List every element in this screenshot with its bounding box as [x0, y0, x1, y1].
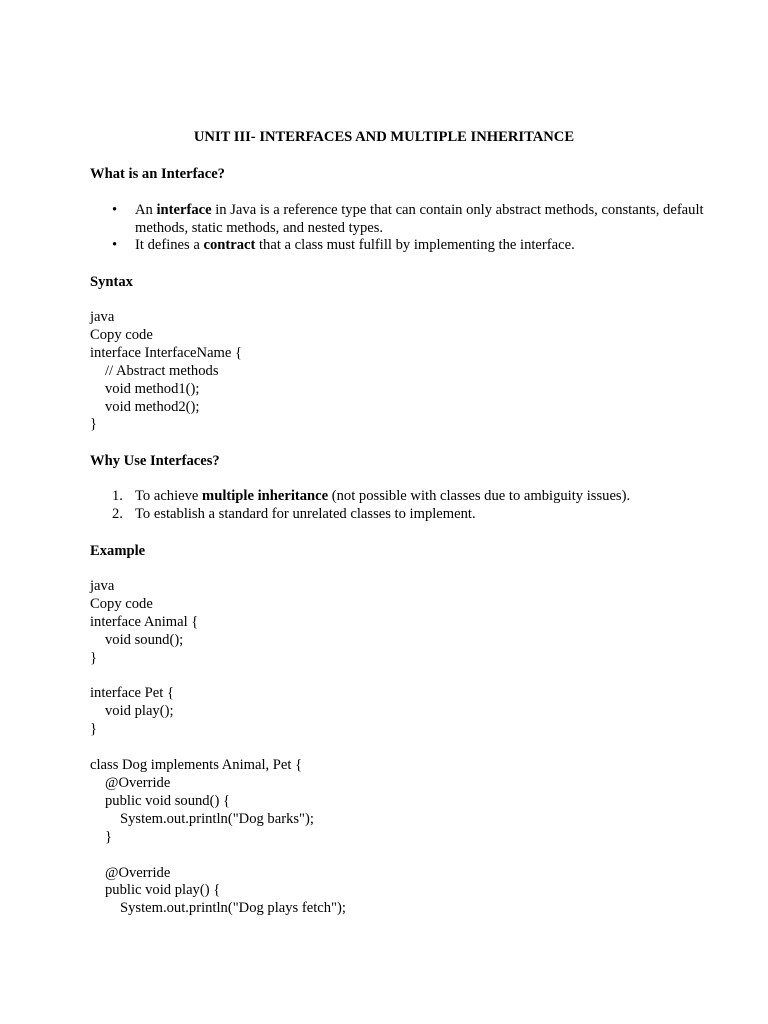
code-line: interface InterfaceName {: [90, 344, 243, 361]
section-heading-example: Example: [90, 543, 146, 559]
list-item: 1. To achieve multiple inheritance (not possible with classes due to ambiguity issues).: [112, 488, 631, 504]
code-line: @Override: [105, 864, 171, 881]
code-line: void method2();: [105, 398, 200, 415]
list-item: 2. To establish a standard for unrelated classes to implement.: [112, 505, 476, 522]
code-line: public void play() {: [105, 882, 221, 899]
code-line: void sound();: [105, 631, 184, 648]
list-item: • It defines a contract that a class must fulfill by implementing the interface.: [112, 237, 575, 253]
code-line: System.out.println("Dog barks");: [120, 810, 314, 827]
code-line: [90, 739, 346, 757]
interface-definition-list: [90, 202, 710, 255]
code-line: interface Animal {: [90, 613, 199, 630]
code-line: @Override: [105, 774, 171, 791]
page-title: UNIT III- INTERFACES AND MULTIPLE INHERITANCE: [193, 129, 575, 145]
code-line: public void sound() {: [105, 792, 230, 809]
code-line: void play();: [105, 703, 174, 720]
code-line: }: [105, 828, 113, 845]
copy-code-label: Copy code: [90, 595, 153, 612]
section-heading-syntax: Syntax: [90, 274, 133, 290]
code-line: }: [90, 721, 98, 738]
bullet-icon: •: [112, 202, 118, 218]
section-heading-what-is-interface: What is an Interface?: [90, 166, 225, 182]
code-line: // Abstract methods: [105, 362, 219, 379]
code-line: }: [90, 416, 98, 433]
code-line: [90, 668, 346, 686]
copy-code-label: Copy code: [90, 326, 153, 343]
code-language-label: java: [90, 309, 115, 325]
code-line: }: [90, 649, 98, 666]
example-code-block: [90, 578, 346, 918]
reasons-list: [90, 488, 710, 523]
code-language-label: java: [90, 578, 115, 594]
code-line: void method1();: [105, 380, 200, 397]
code-line: interface Pet {: [90, 685, 174, 702]
code-line: System.out.println("Dog plays fetch");: [120, 900, 346, 917]
bullet-icon: •: [112, 237, 118, 253]
list-item: • An interface in Java is a reference type that can contain only abstract methods, constants, default methods, static methods, and nested types.: [112, 202, 704, 236]
section-heading-why-use: Why Use Interfaces?: [90, 453, 220, 469]
code-line: class Dog implements Animal, Pet {: [90, 757, 303, 774]
code-line: [90, 847, 346, 865]
syntax-code-block: [90, 309, 242, 434]
